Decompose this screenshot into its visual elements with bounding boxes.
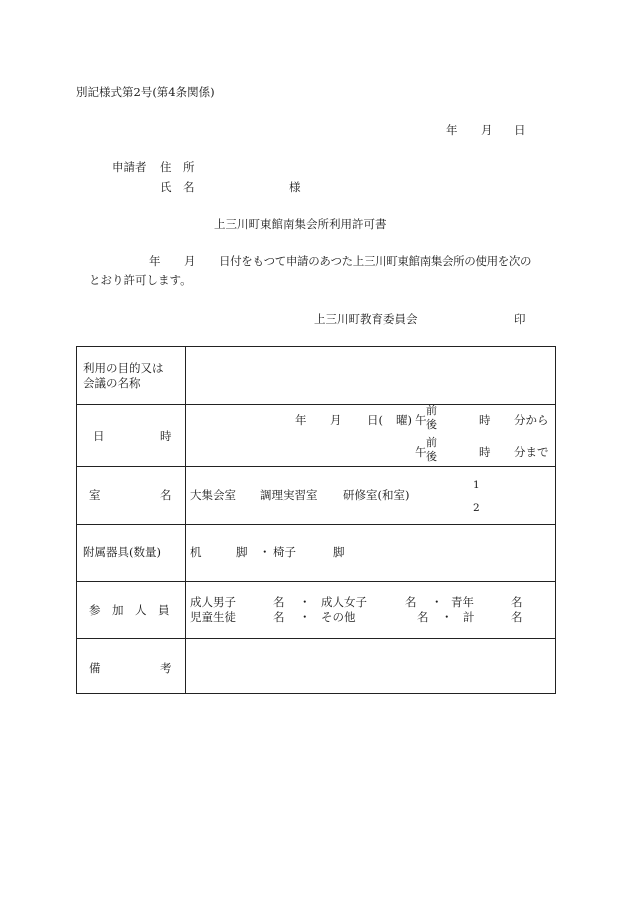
- participant-type: 成人女子: [321, 595, 367, 609]
- participant-unit: 名: [511, 595, 523, 609]
- seal-mark: 印: [514, 312, 526, 326]
- room-option-training-room: 研修室(和室): [343, 488, 410, 502]
- name-label: 氏 名: [160, 180, 195, 194]
- equipment-desk: 机: [190, 545, 202, 559]
- dt-end-hour: 時: [479, 445, 491, 459]
- dt-end-ampm-prefix: 午: [415, 445, 427, 459]
- row-divider: [77, 524, 555, 525]
- dt-year: 年: [295, 413, 307, 427]
- row-divider: [77, 638, 555, 639]
- permit-table: [76, 346, 556, 694]
- address-label: 住 所: [160, 160, 195, 174]
- issuer-name: 上三川町教育委員会: [314, 312, 418, 326]
- equipment-chair-unit: 脚: [333, 545, 345, 559]
- participant-unit: 名: [273, 595, 285, 609]
- participant-separator: ・: [441, 610, 453, 624]
- purpose-label-line2: 会議の名称: [83, 376, 141, 390]
- date-month-label: 月: [481, 123, 493, 137]
- equipment-label: 附属器具(数量): [83, 545, 161, 559]
- remarks-label-right: 考: [160, 661, 172, 675]
- participant-type: 児童生徒: [190, 610, 236, 624]
- dt-weekday: 曜): [396, 413, 412, 427]
- dt-end-minute: 分まで: [514, 445, 549, 459]
- purpose-label-line1: 利用の目的又は: [83, 361, 164, 375]
- dt-day: 日(: [367, 413, 383, 427]
- equipment-separator: ・: [259, 545, 271, 559]
- room-option-large-hall: 大集会室: [190, 488, 236, 502]
- row-divider: [77, 466, 555, 467]
- body-month-label: 月: [184, 254, 196, 268]
- dt-start-minute: 分から: [514, 413, 549, 427]
- date-day-label: 日: [514, 123, 526, 137]
- form-number-label: 別記様式第2号(第4条関係): [76, 85, 215, 99]
- participant-separator: ・: [299, 610, 311, 624]
- honorific-label: 様: [289, 180, 301, 194]
- remarks-label-left: 備: [89, 661, 101, 675]
- participant-separator: ・: [299, 595, 311, 609]
- datetime-label-right: 時: [160, 429, 172, 443]
- document-title: 上三川町東館南集会所利用許可書: [214, 217, 387, 231]
- date-year-label: 年: [446, 123, 458, 137]
- dt-end-am: 前: [426, 436, 437, 449]
- row-divider: [77, 581, 555, 582]
- body-year-label: 年: [149, 254, 161, 268]
- participant-type: 青年: [451, 595, 474, 609]
- equipment-desk-unit: 脚: [236, 545, 248, 559]
- room-label-left: 室: [89, 488, 101, 502]
- applicant-label: 申請者: [112, 160, 147, 174]
- dt-end-pm: 後: [426, 450, 437, 463]
- body-text-line2: とおり許可します。: [89, 273, 192, 287]
- equipment-chair: 椅子: [273, 545, 296, 559]
- participant-unit: 名: [405, 595, 417, 609]
- room-number-2: 2: [473, 502, 480, 514]
- participant-unit: 名: [417, 610, 429, 624]
- participant-type: 計: [463, 610, 475, 624]
- dt-start-am: 前: [426, 404, 437, 417]
- participants-label: 参 加 人 員: [89, 603, 170, 617]
- dt-start-pm: 後: [426, 418, 437, 431]
- participant-type: 成人男子: [190, 595, 236, 609]
- room-option-cooking-room: 調理実習室: [260, 488, 318, 502]
- participant-separator: ・: [431, 595, 443, 609]
- label-column-divider: [185, 347, 186, 693]
- row-divider: [77, 404, 555, 405]
- dt-start-hour: 時: [479, 413, 491, 427]
- room-label-right: 名: [160, 488, 172, 502]
- datetime-label-left: 日: [93, 429, 105, 443]
- room-number-1: 1: [473, 479, 480, 491]
- dt-start-ampm-prefix: 午: [415, 413, 427, 427]
- participant-unit: 名: [511, 610, 523, 624]
- participant-type: その他: [321, 610, 356, 624]
- dt-month: 月: [330, 413, 342, 427]
- participant-unit: 名: [273, 610, 285, 624]
- body-text-line1: 日付をもつて申請のあつた上三川町東館南集会所の使用を次の: [219, 254, 532, 268]
